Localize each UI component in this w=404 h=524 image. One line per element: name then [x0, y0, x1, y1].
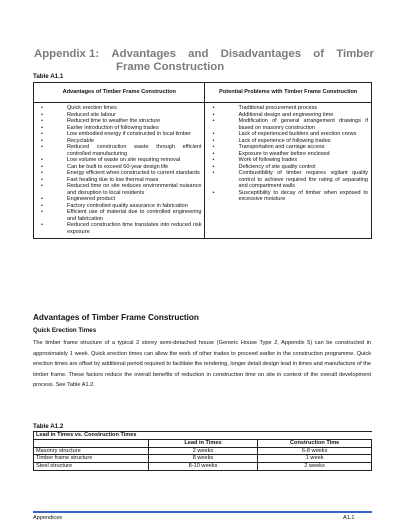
list-item: • Exposure to weather before enclosed — [208, 151, 368, 158]
list-item: • Additional design and engineering time — [208, 112, 368, 119]
footer-rule — [33, 511, 372, 513]
lead-time-cell: 8-10 weeks — [148, 463, 258, 471]
section-heading: Advantages of Timber Frame Construction — [33, 313, 199, 322]
list-item: • Fast heating due to low thermal mass — [37, 177, 201, 184]
structure-type-cell: Timber frame structure — [34, 455, 149, 463]
list-item: • Transportation and carriage access — [208, 144, 368, 151]
title-word: of — [313, 48, 325, 60]
construction-time-cell: 6-8 weeks — [258, 447, 372, 455]
list-item: • Lack of experience of following trades — [208, 138, 368, 145]
title-line-1 — [34, 48, 374, 61]
structure-type-cell: Steel structure — [34, 463, 149, 471]
table-header-row — [34, 83, 372, 103]
list-item: • Energy efficient when constructed to current standards — [37, 170, 201, 177]
list-item: • Factory controlled quality assurance in fabrication — [37, 203, 201, 210]
list-item: • Can be built to exceed 60-year design life — [37, 164, 201, 171]
list-item: • Lack of experienced builders and erection crews — [208, 131, 368, 138]
list-item: • Deficiency of site quality control — [208, 164, 368, 171]
list-item: • Reduced construction waste through efficient controlled manufacturing — [37, 144, 201, 157]
advantages-cell — [34, 103, 205, 239]
title-word: Appendix 1: — [34, 48, 100, 60]
title-word: Advantages — [111, 48, 176, 60]
list-item: • Engineered product — [37, 196, 201, 203]
footer-page-number: A1.1 — [343, 515, 355, 521]
list-item: • Low embodied energy if constructed in local timber — [37, 131, 201, 138]
appendix-title — [34, 48, 374, 74]
title-line-2: Frame Construction — [116, 61, 225, 73]
list-item: • Susceptibility to decay of timber when exposed to excessive moisture — [208, 190, 368, 203]
table-row — [34, 463, 372, 471]
list-item: • Reduced time to weather the structure — [37, 118, 201, 125]
table-a1-2-label: Table A1.2 — [33, 423, 64, 430]
table-row — [34, 455, 372, 463]
problems-list — [208, 105, 368, 203]
title-word: and — [188, 48, 209, 60]
list-item: • Recyclable — [37, 138, 201, 145]
table-row — [34, 447, 372, 455]
advantages-problems-table — [33, 82, 372, 239]
title-word: Timber — [336, 48, 374, 60]
list-item: • Modification of general arrangement drawings if based on masonry construction — [208, 118, 368, 131]
header-cell: Construction Time — [258, 439, 372, 447]
list-item: • Earlier introduction of following trades — [37, 125, 201, 132]
list-item: • Combustibility of timber requires vigilant quality control to achieve required fire rating of separating and compartment walls — [208, 170, 368, 190]
structure-type-cell: Masonry structure — [34, 447, 149, 455]
body-paragraph: The timber frame structure of a typical 2 storey semi-detached house (Generic House Type 2, Appendix 5) can be constructed in approximately 1 week. Quick erection times can allow the work of other trades to proceed earlier in the construction programme. Quick erection times are offset by additional period required to facilitate the tendering, longer detail design lead in times and manufacture of the timber frame. These factors reduce the overall benefits of reduction in construction time on site in context of the overall development process. See Table A1.2. — [33, 340, 371, 389]
table-caption: Lead in Times vs. Construction Times — [34, 432, 372, 440]
table-a1-1-label: Table A1.1 — [33, 73, 64, 80]
table-header-row — [34, 439, 372, 447]
table-caption-row — [34, 432, 372, 440]
advantages-list — [37, 105, 201, 235]
construction-time-cell: 2 weeks — [258, 463, 372, 471]
construction-time-cell: 1 week — [258, 455, 372, 463]
list-item: • Traditional procurement process — [208, 105, 368, 112]
table-body-row — [34, 103, 372, 239]
problems-cell — [205, 103, 372, 239]
lead-time-cell: 8 weeks — [148, 455, 258, 463]
problems-header: Potential Problems with Timber Frame Construction — [205, 83, 372, 103]
list-item: • Reduced time on site reduces environmental nuisance and disruption to local residents — [37, 183, 201, 196]
title-word: Disadvantages — [220, 48, 302, 60]
section-subheading: Quick Erection Times — [33, 327, 97, 334]
header-cell: Lead in Times — [148, 439, 258, 447]
list-item: • Efficient use of material due to controlled engineering and fabrication — [37, 209, 201, 222]
list-item: • Reduced construction time translates into reduced risk exposure — [37, 222, 201, 235]
lead-times-table — [33, 431, 372, 471]
list-item: • Low volume of waste on site requiring removal — [37, 157, 201, 164]
footer-section-name: Appendices — [33, 515, 63, 521]
lead-time-cell: 2 weeks — [148, 447, 258, 455]
list-item: • Quick erection times — [37, 105, 201, 112]
header-cell — [34, 439, 149, 447]
advantages-header: Advantages of Timber Frame Construction — [34, 83, 205, 103]
list-item: • Work of following trades — [208, 157, 368, 164]
list-item: • Reduced site labour — [37, 112, 201, 119]
